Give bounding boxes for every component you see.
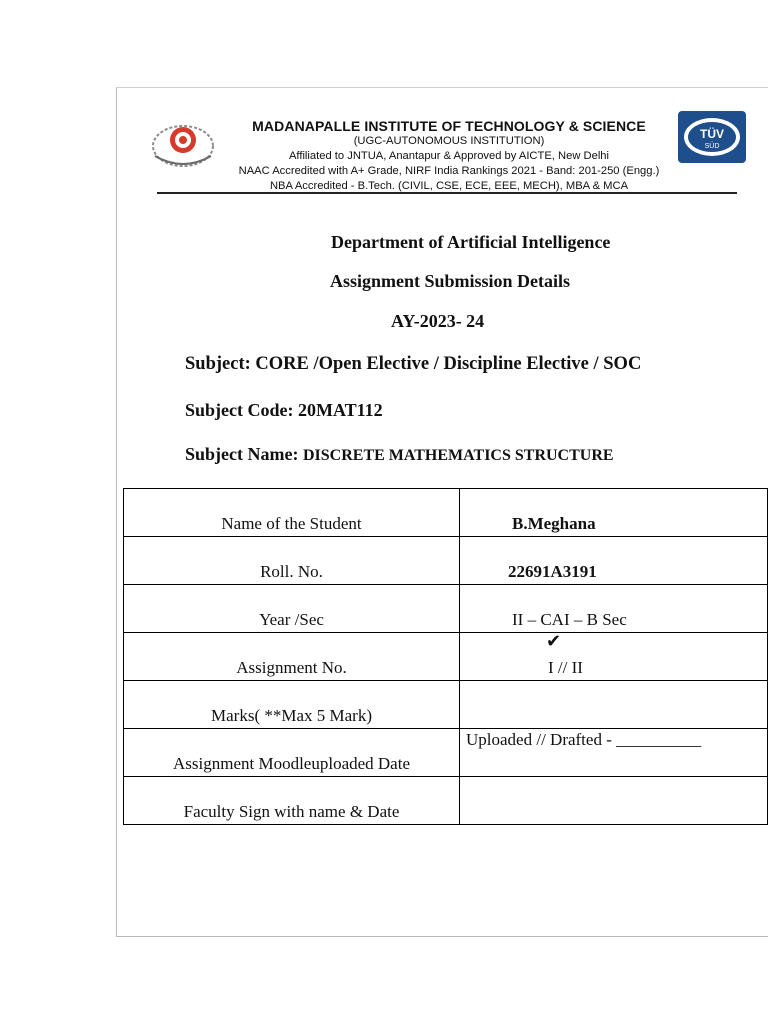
table-row [124,633,768,681]
institute-name: MADANAPALLE INSTITUTE OF TECHNOLOGY & SCIENCE [252,118,646,134]
row-label: Name of the Student [124,489,460,537]
table-row [124,489,768,537]
sud-text: SÜD [704,143,720,150]
assignment-number: I // II [548,658,583,677]
subject-code-line [185,400,383,421]
row-value-cell [460,585,768,633]
details-table [123,488,768,825]
student-name: B.Meghana [512,514,596,533]
subject-code-label: Subject Code: [185,400,298,420]
subject-type-line: Subject: CORE /Open Elective / Discipline Elective / SOC [185,354,642,374]
row-label: Assignment Moodleuploaded Date [124,729,460,777]
row-label: Marks( **Max 5 Mark) [124,681,460,729]
institute-affiliation: Affiliated to JNTUA, Anantapur & Approved by AICTE, New Delhi [288,150,610,162]
marks-value [460,681,768,729]
row-label: Roll. No. [124,537,460,585]
row-label: Year /Sec [124,585,460,633]
institute-emblem-icon [149,116,217,172]
institute-status: (UGC-AUTONOMOUS INSTITUTION) [353,135,545,147]
table-row [124,729,768,777]
subject-name-line [185,444,614,465]
table-row [124,585,768,633]
institute-naac: NAAC Accredited with A+ Grade, NIRF India Rankings 2021 - Band: 201-250 (Engg.) [238,165,660,177]
subject-name-label: Subject Name: [185,444,303,464]
table-row [124,537,768,585]
table-row [124,681,768,729]
year-section: II – CAI – B Sec [512,610,627,629]
table-row [124,777,768,825]
letterhead-text [209,118,689,194]
letterhead-rule [157,192,737,194]
row-value-cell [460,489,768,537]
faculty-sign-value [460,777,768,825]
row-label: Faculty Sign with name & Date [124,777,460,825]
row-value-cell [460,729,768,777]
institute-nba: NBA Accredited - B.Tech. (CIVIL, CSE, ECE, EEE, MECH), MBA & MCA [269,180,629,192]
row-value-cell [460,633,768,681]
subject-name: DISCRETE MATHEMATICS STRUCTURE [302,447,614,464]
check-mark-icon: ✔ [546,631,562,652]
row-value-cell [460,537,768,585]
upload-status: Uploaded // Drafted - __________ [466,730,702,749]
letterhead [149,110,749,200]
academic-year: AY-2023- 24 [391,311,485,331]
tuv-sud-icon [677,110,747,164]
row-label: Assignment No. [124,633,460,681]
subject-code: 20MAT112 [298,400,383,420]
department-heading: Department of Artificial Intelligence [331,232,611,252]
tuv-text: TÜV [700,127,724,141]
document-title: Assignment Submission Details [330,271,571,291]
roll-number: 22691A3191 [508,562,597,581]
